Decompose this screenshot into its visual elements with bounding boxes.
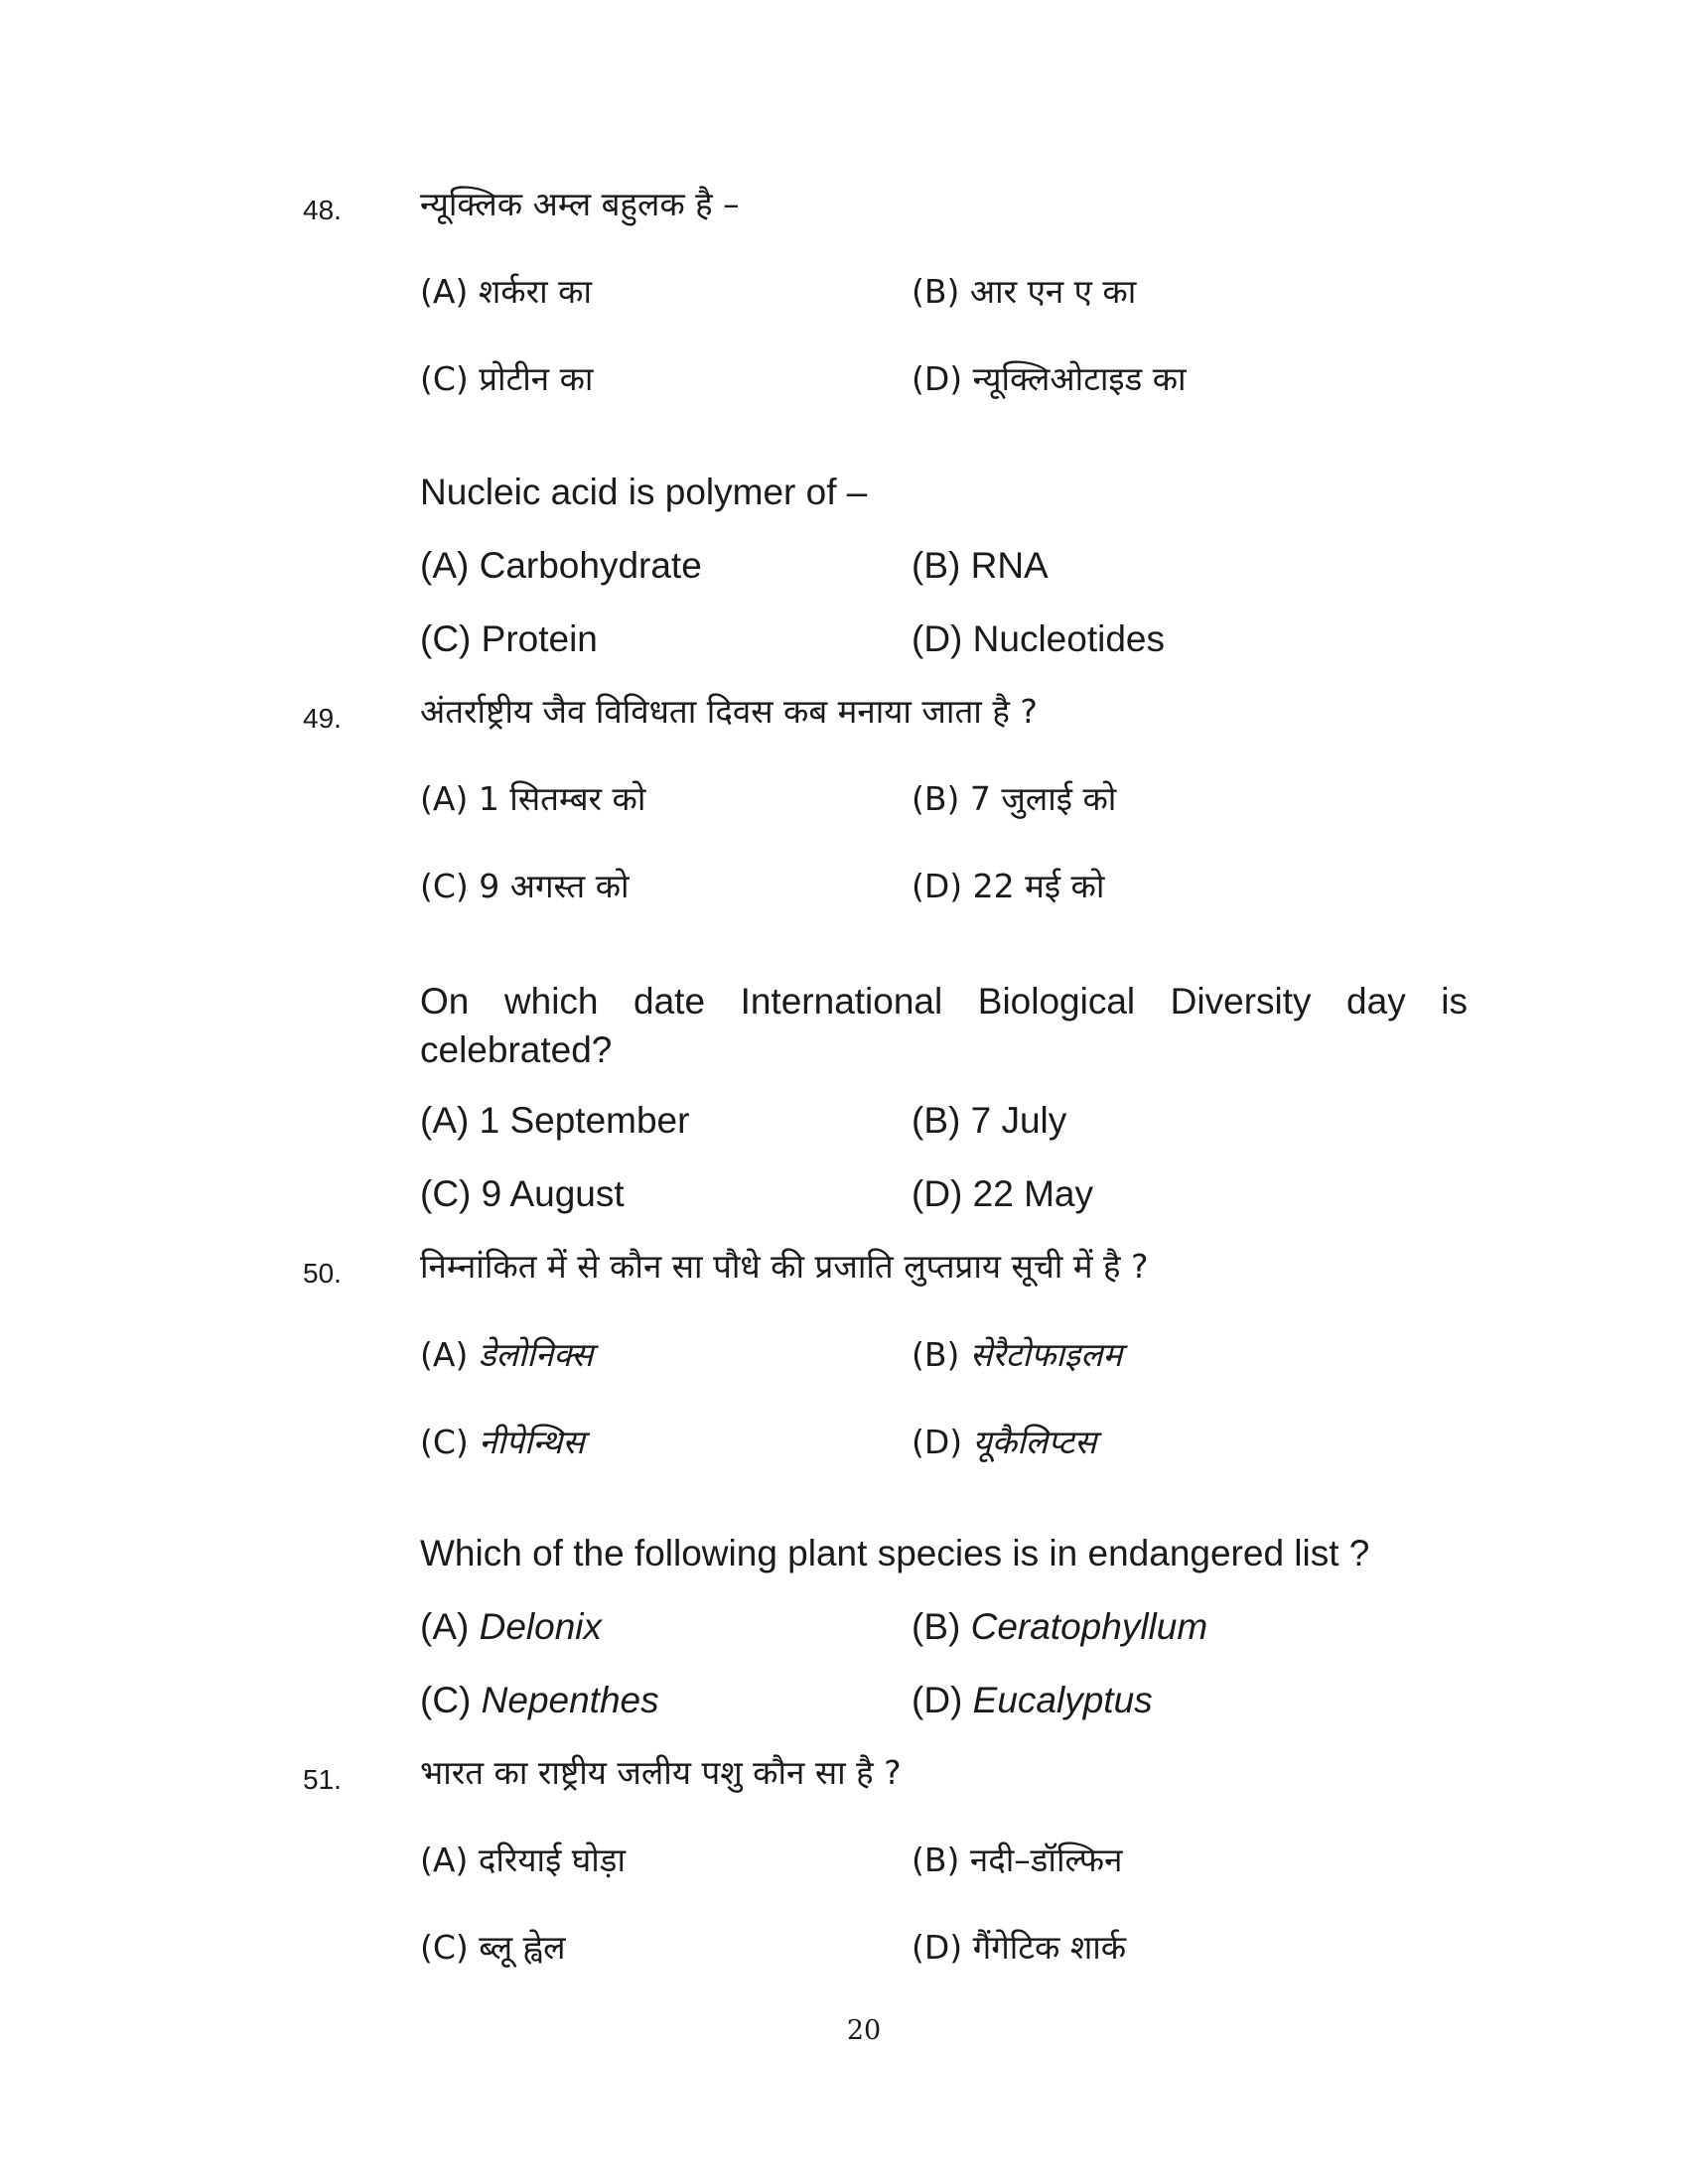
option-c-english: (C) 9 August xyxy=(420,1173,625,1214)
option-label: (A) xyxy=(420,1335,469,1374)
option-text: Eucalyptus xyxy=(972,1680,1153,1720)
word: date xyxy=(633,981,706,1022)
question-text-english-line1 xyxy=(420,977,1468,1025)
option-text: सेरैटोफाइलम xyxy=(969,1335,1123,1374)
option-label: (D) xyxy=(912,1680,963,1720)
question-number: 50. xyxy=(303,1258,342,1289)
word: On xyxy=(420,981,470,1022)
option-b-english xyxy=(912,1605,1207,1649)
word: which xyxy=(503,981,599,1022)
option-text: Nepenthes xyxy=(481,1680,659,1720)
option-b-hindi: (B) नदी–डॉल्फिन xyxy=(912,1841,1123,1879)
option-c-hindi: (C) प्रोटीन का xyxy=(420,359,594,398)
question-text-english-line2: celebrated? xyxy=(420,1029,613,1070)
option-a-hindi: (A) 1 सितम्बर को xyxy=(420,779,646,818)
option-b-english: (B) 7 July xyxy=(912,1100,1067,1141)
question-number: 48. xyxy=(303,195,342,225)
page-number: 20 xyxy=(846,2015,882,2046)
question-text-hindi: न्यूक्लिक अम्ल बहुलक है – xyxy=(420,185,740,223)
word: Diversity xyxy=(1170,981,1312,1022)
option-a-hindi xyxy=(420,1335,593,1375)
option-a-english xyxy=(420,1605,602,1649)
option-c-english xyxy=(420,1679,659,1722)
question-number: 51. xyxy=(303,1764,342,1795)
option-a-english: (A) Carbohydrate xyxy=(420,545,702,586)
option-b-hindi: (B) 7 जुलाई को xyxy=(912,779,1117,818)
option-c-hindi: (C) 9 अगस्त को xyxy=(420,867,630,905)
option-d-english: (D) 22 May xyxy=(912,1173,1093,1214)
option-d-hindi: (D) 22 मई को xyxy=(912,867,1105,905)
question-text-english xyxy=(420,977,1468,1074)
option-a-hindi: (A) शर्करा का xyxy=(420,272,593,311)
question-text-hindi: अंतर्राष्ट्रीय जैव विविधता दिवस कब मनाया जाता है ? xyxy=(420,692,1038,731)
option-text: नीपेन्थिस xyxy=(479,1423,585,1461)
option-label: (A) xyxy=(420,1606,470,1647)
option-d-hindi xyxy=(912,1423,1096,1462)
option-d-english xyxy=(912,1679,1153,1722)
option-text: Delonix xyxy=(479,1606,603,1647)
option-label: (C) xyxy=(420,1680,472,1720)
question-number: 49. xyxy=(303,703,342,734)
option-text: Ceratophyllum xyxy=(970,1606,1208,1647)
word: Biological xyxy=(977,981,1136,1022)
option-b-hindi xyxy=(912,1335,1122,1375)
question-text-hindi: निम्नांकित में से कौन सा पौधे की प्रजाति लुप्तप्राय सूची में है ? xyxy=(420,1247,1149,1286)
option-label: (C) xyxy=(420,1423,469,1461)
option-d-english: (D) Nucleotides xyxy=(912,618,1165,659)
option-d-hindi: (D) न्यूक्लिओटाइड का xyxy=(912,359,1187,398)
option-c-english: (C) Protein xyxy=(420,618,598,659)
option-label: (B) xyxy=(912,1606,961,1647)
option-label: (D) xyxy=(912,1423,963,1461)
option-d-hindi: (D) गैंगेटिक शार्क xyxy=(912,1928,1127,1967)
word: day xyxy=(1346,981,1406,1022)
option-text: यूकैलिप्टस xyxy=(972,1423,1097,1461)
option-a-english: (A) 1 September xyxy=(420,1100,690,1141)
option-c-hindi xyxy=(420,1423,585,1462)
option-a-hindi: (A) दरियाई घोड़ा xyxy=(420,1841,627,1879)
option-b-hindi: (B) आर एन ए का xyxy=(912,272,1137,311)
option-label: (B) xyxy=(912,1335,960,1374)
question-text-english: Which of the following plant species is in endangered list ? xyxy=(420,1533,1370,1573)
option-c-hindi: (C) ब्लू ह्वेल xyxy=(420,1928,566,1967)
word: International xyxy=(740,981,943,1022)
word: is xyxy=(1441,981,1468,1022)
question-text-english: Nucleic acid is polymer of – xyxy=(420,472,868,512)
question-text-hindi: भारत का राष्ट्रीय जलीय पशु कौन सा है ? xyxy=(420,1753,902,1792)
option-text: डेलोनिक्स xyxy=(478,1335,594,1374)
option-b-english: (B) RNA xyxy=(912,545,1049,586)
